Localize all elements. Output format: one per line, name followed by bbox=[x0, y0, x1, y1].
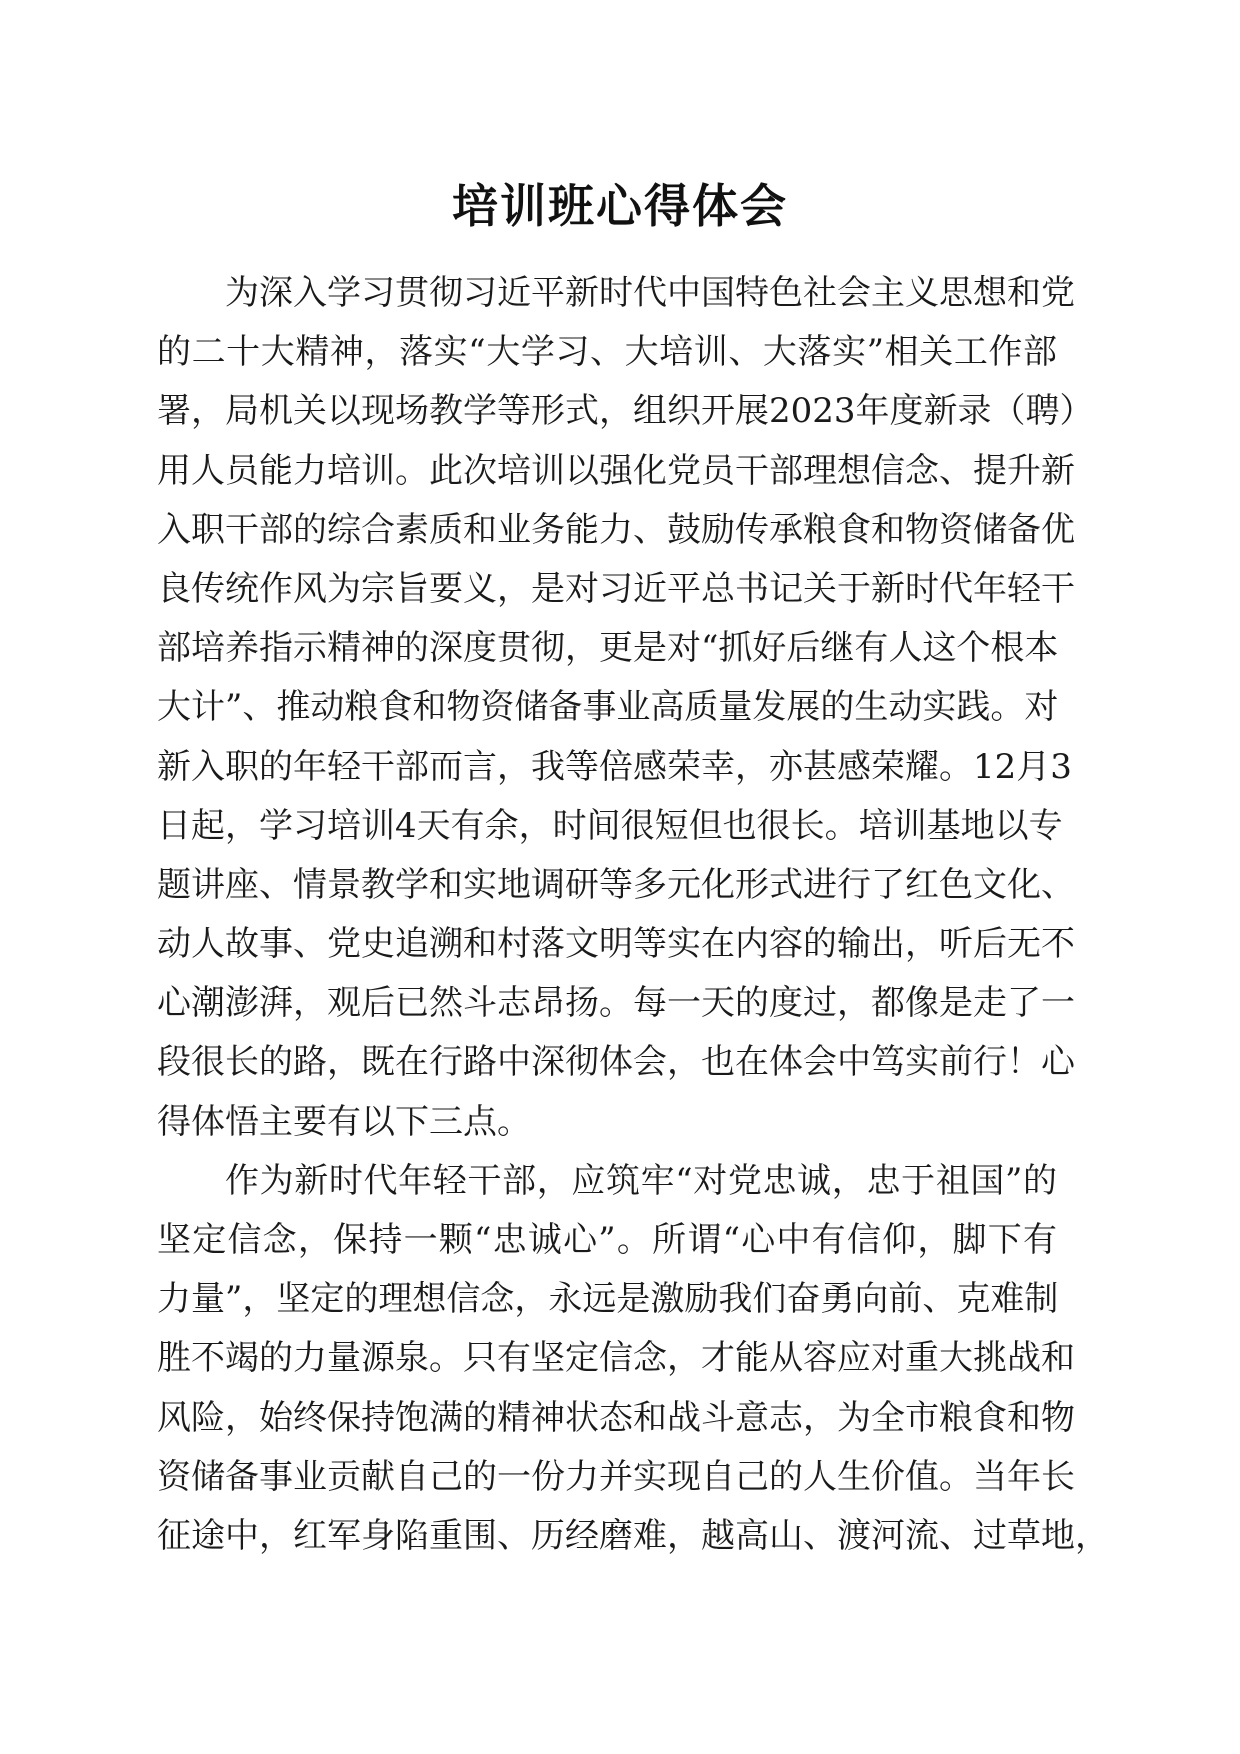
text-line: 日起，学习培训4天有余，时间很短但也很长。培训基地以专 bbox=[157, 805, 1063, 846]
text-line: 的二十大精神，落实“大学习、大培训、大落实”相关工作部 bbox=[157, 332, 1057, 373]
text-line: 力量”，坚定的理想信念，永远是激励我们奋勇向前、克难制 bbox=[157, 1279, 1059, 1320]
document-body bbox=[157, 264, 1109, 1566]
paragraph-2 bbox=[157, 1152, 1109, 1566]
text-line: 为深入学习贯彻习近平新时代中国特色社会主义思想和党 bbox=[225, 273, 1075, 313]
text-line: 题讲座、情景教学和实地调研等多元化形式进行了红色文化、 bbox=[157, 864, 1075, 905]
text-line: 段很长的路，既在行路中深彻体会，也在体会中笃实前行！心 bbox=[157, 1042, 1075, 1083]
text-line: 部培养指示精神的深度贯彻，更是对“抓好后继有人这个根本 bbox=[157, 628, 1059, 669]
text-line: 胜不竭的力量源泉。只有坚定信念，才能从容应对重大挑战和 bbox=[157, 1338, 1075, 1379]
text-line: 大计”、推动粮食和物资储备事业高质量发展的生动实践。对 bbox=[157, 687, 1059, 728]
text-line: 心潮澎湃，观后已然斗志昂扬。每一天的度过，都像是走了一 bbox=[157, 983, 1075, 1024]
text-line: 资储备事业贡献自己的一份力并实现自己的人生价值。当年长 bbox=[157, 1456, 1075, 1497]
text-line: 征途中，红军身陷重围、历经磨难，越高山、渡河流、过草地， bbox=[157, 1515, 1109, 1556]
paragraph-1 bbox=[157, 264, 1094, 1152]
text-line: 新入职的年轻干部而言，我等倍感荣幸，亦甚感荣耀。12月3 bbox=[157, 746, 1072, 787]
text-line: 动人故事、党史追溯和村落文明等实在内容的输出，听后无不 bbox=[157, 924, 1075, 965]
text-line: 入职干部的综合素质和业务能力、鼓励传承粮食和物资储备优 bbox=[157, 509, 1075, 550]
text-line: 良传统作风为宗旨要义，是对习近平总书记关于新时代年轻干 bbox=[157, 568, 1075, 609]
text-line: 得体悟主要有以下三点。 bbox=[157, 1101, 531, 1142]
document-title: 培训班心得体会 bbox=[452, 179, 788, 233]
text-line: 坚定信念，保持一颗“忠诚心”。所谓“心中有信仰，脚下有 bbox=[157, 1220, 1057, 1260]
text-line: 署，局机关以现场教学等形式，组织开展2023年度新录（聘） bbox=[157, 391, 1094, 432]
text-line: 风险，始终保持饱满的精神状态和战斗意志，为全市粮食和物 bbox=[157, 1397, 1075, 1438]
text-line: 作为新时代年轻干部，应筑牢“对党忠诚，忠于祖国”的 bbox=[225, 1160, 1057, 1201]
text-line: 用人员能力培训。此次培训以强化党员干部理想信念、提升新 bbox=[157, 450, 1075, 491]
